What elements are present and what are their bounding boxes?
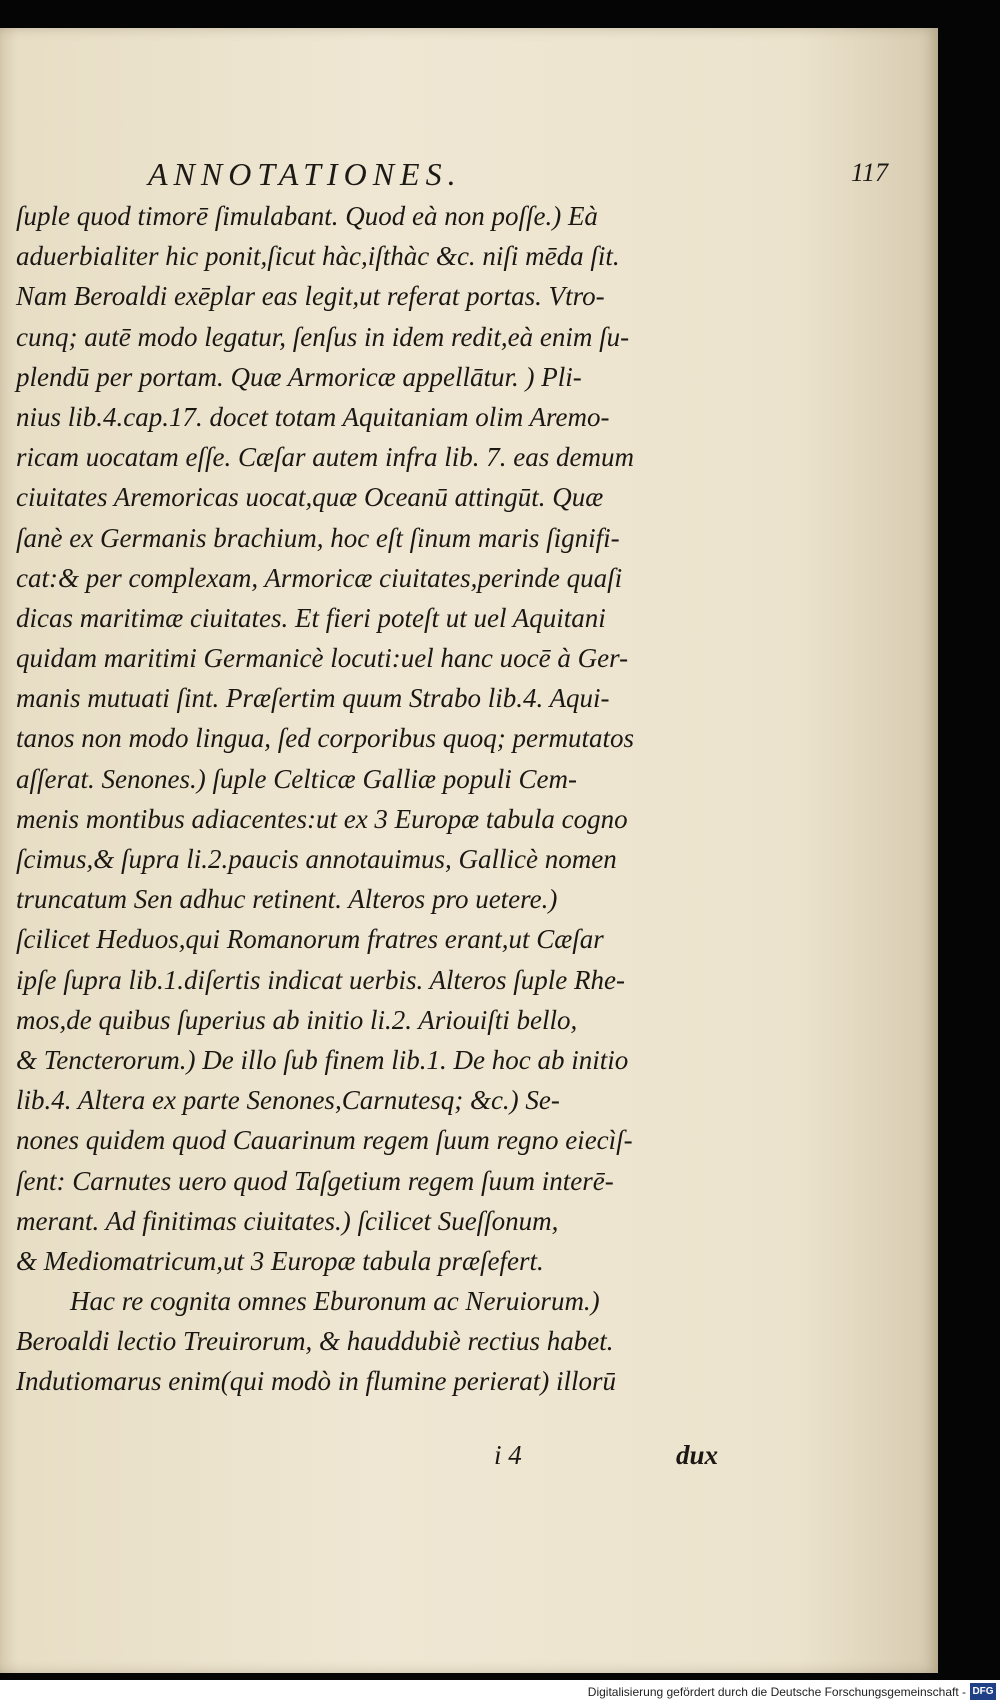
text-line: cat:& per complexam, Armoricæ ciuitates,perinde quaſi xyxy=(16,562,623,593)
text-line: aduerbialiter hic ponit,ſicut hàc,iſthàc &c. niſi mēda ſit. xyxy=(16,241,620,272)
text-line: plendū per portam. Quæ Armoricæ appellātur. ) Pli- xyxy=(16,361,582,392)
text-line: nius lib.4.cap.17. docet totam Aquitaniam olim Aremo- xyxy=(16,401,610,432)
text-line: truncatum Sen adhuc retinent. Alteros pro uetere.) xyxy=(16,884,558,915)
text-line: nones quidem quod Cauarinum regem ſuum regno eiecìſ- xyxy=(16,1125,633,1156)
catchword: dux xyxy=(676,1440,719,1470)
running-title: ANNOTATIONES. xyxy=(148,156,462,192)
text-line: Beroaldi lectio Treuirorum, & hauddubiè rectius habet. xyxy=(16,1326,614,1357)
text-line: quidam maritimi Germanicè locuti:uel hanc uocē à Ger- xyxy=(16,643,629,674)
paragraph-start-line: Hac re cognita omnes Eburonum ac Neruiorum.) xyxy=(70,1286,600,1317)
text-block xyxy=(16,196,736,1402)
text-line: lib.4. Altera ex parte Senones,Carnutesq; &c.) Se- xyxy=(16,1085,560,1116)
signature-mark: i 4 xyxy=(494,1440,522,1470)
funding-credit: Digitalisierung gefördert durch die Deutsche Forschungsgemeinschaft - xyxy=(587,1685,966,1699)
text-line: aſſerat. Senones.) ſuple Celticæ Galliæ populi Cem- xyxy=(16,763,577,794)
text-line: Nam Beroaldi exēplar eas legit,ut referat portas. Vtro- xyxy=(16,281,605,312)
text-line: ſent: Carnutes uero quod Taſgetium regem ſuum interē- xyxy=(16,1165,614,1196)
running-head xyxy=(148,156,888,196)
text-line: ciuitates Aremoricas uocat,quæ Oceanū attingūt. Quæ xyxy=(16,482,604,513)
text-line: ipſe ſupra lib.1.diſertis indicat uerbis. Alteros ſuple Rhe- xyxy=(16,964,625,995)
text-line: & Mediomatricum,ut 3 Europæ tabula præſefert. xyxy=(16,1245,544,1276)
text-line: tanos non modo lingua, ſed corporibus quoq; permutatos xyxy=(16,723,634,754)
signature-line xyxy=(16,1440,736,1480)
text-line: menis montibus adiacentes:ut ex 3 Europæ tabula cogno xyxy=(16,803,628,834)
text-line: & Tencterorum.) De illo ſub finem lib.1. De hoc ab initio xyxy=(16,1044,629,1075)
text-line: mos,de quibus ſuperius ab initio li.2. Ariouiſti bello, xyxy=(16,1004,578,1035)
dfg-logo: DFG xyxy=(970,1683,996,1700)
footer-strip xyxy=(0,1680,1000,1706)
text-line: manis mutuati ſint. Præſertim quum Strabo lib.4. Aqui- xyxy=(16,683,610,714)
text-line: dicas maritimæ ciuitates. Et fieri poteſt ut uel Aquitani xyxy=(16,602,606,633)
text-line: ſuple quod timorē ſimulabant. Quod eà non poſſe.) Eà xyxy=(16,201,598,231)
text-line: ſcimus,& ſupra li.2.paucis annotauimus, Gallicè nomen xyxy=(16,844,617,874)
text-line: ricam uocatam eſſe. Cæſar autem infra lib. 7. eas demum xyxy=(16,442,634,473)
text-line: ſanè ex Germanis brachium, hoc eſt ſinum maris ſignifi- xyxy=(16,522,620,553)
text-line: ſcilicet Heduos,qui Romanorum fratres erant,ut Cæſar xyxy=(16,924,604,955)
text-line: cunq; autē modo legatur, ſenſus in idem redit,eà enim ſu- xyxy=(16,321,630,352)
folio-number: 117 xyxy=(850,158,888,187)
text-line: merant. Ad finitimas ciuitates.) ſcilicet Sueſſonum, xyxy=(16,1205,559,1236)
book-page xyxy=(0,28,938,1673)
text-line: Indutiomarus enim(qui modò in flumine perierat) illorū xyxy=(16,1366,616,1397)
